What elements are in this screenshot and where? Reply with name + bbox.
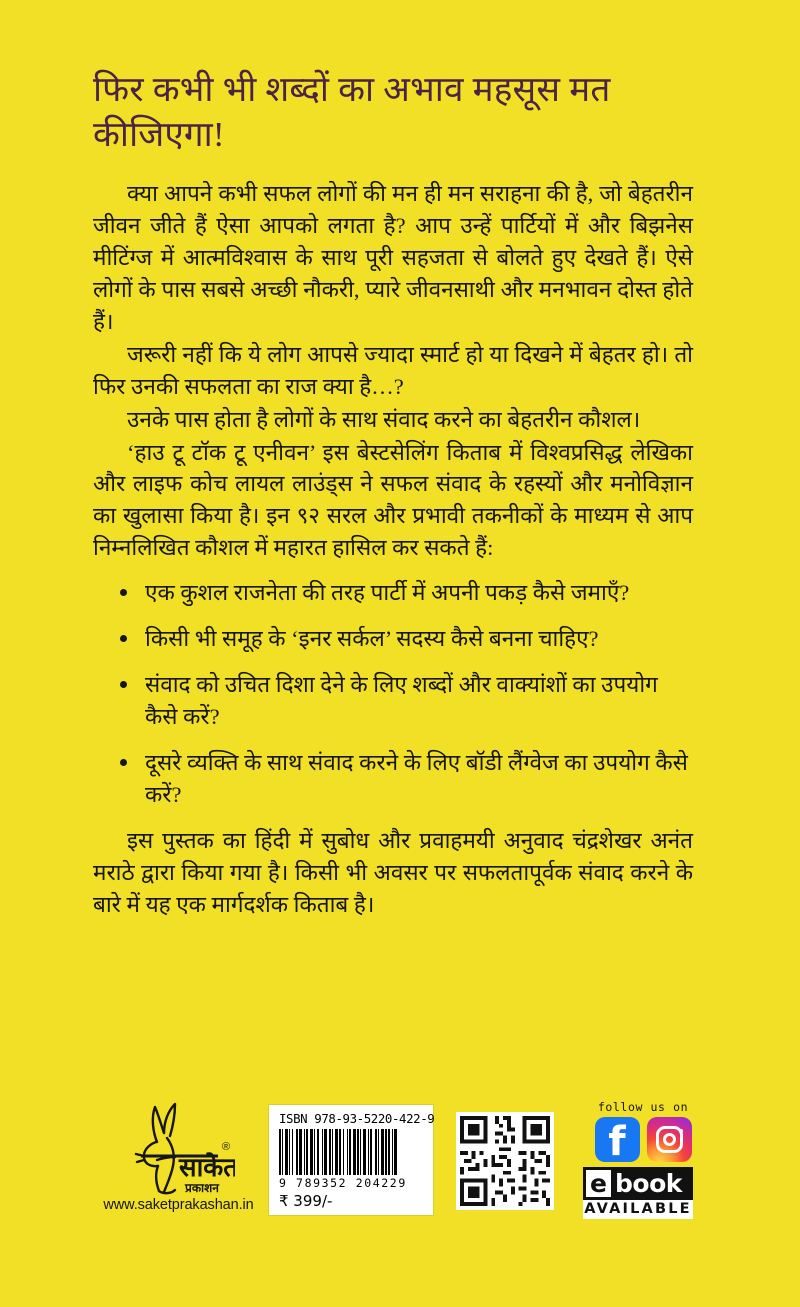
- isbn-barcode-block: [268, 1104, 434, 1216]
- ebook-available-badge: [583, 1167, 693, 1219]
- ebook-available-label: AVAILABLE: [584, 1201, 692, 1217]
- back-cover-body: [93, 178, 693, 922]
- list-item: [93, 577, 693, 609]
- page-headline: फिर कभी भी शब्दों का अभाव महसूस मत कीजिएगा!: [93, 70, 611, 154]
- back-cover-footer: [0, 1090, 800, 1240]
- svg-text:साकेत: साकेत: [178, 1153, 235, 1182]
- body-paragraph: उनके पास होता है लोगों के साथ संवाद करने का बेहतरीन कौशल।: [127, 406, 641, 432]
- body-paragraph: ‘हाउ टू टॉक टू एनीवन’ इस बेस्टसेलिंग किताब में विश्वप्रसिद्ध लेखिका और लाइफ कोच लायल लाउंड्स ने सफल संवाद के रहस्यों और मनोविज्ञान का खुलासा किया है। इन ९२ सरल और प्रभावी तकनीकों के माध्यम से आप निम्नलिखित कौशल में महारत हासिल कर सकते हैं:: [93, 439, 693, 561]
- bullet-icon: [120, 759, 127, 766]
- svg-text:प्रकाशन: प्रकाशन: [184, 1181, 219, 1195]
- instagram-dot: [679, 1129, 683, 1133]
- publisher-block: [86, 1098, 271, 1213]
- publisher-website[interactable]: www.saketprakashan.in: [103, 1197, 254, 1213]
- list-item-label: संवाद को उचित दिशा देने के लिए शब्दों और वाक्यांशों का उपयोग कैसे करें?: [145, 672, 658, 730]
- barcode-image: [279, 1129, 425, 1175]
- body-paragraph: जरूरी नहीं कि ये लोग आपसे ज्यादा स्मार्ट हो या दिखने में बेहतर हो। तो फिर उनकी सफलता का राज क्या है…?: [93, 341, 693, 399]
- list-item-label: एक कुशल राजनेता की तरह पार्टी में अपनी पकड़ कैसे जमाएँ?: [145, 580, 630, 606]
- social-icon-row: [583, 1117, 703, 1162]
- isbn-label: ISBN 978-93-5220-422-9: [279, 1111, 435, 1126]
- bullet-icon: [120, 589, 127, 596]
- list-item: [93, 623, 693, 655]
- list-item-label: किसी भी समूह के ‘इनर सर्कल’ सदस्य कैसे बनना चाहिए?: [145, 626, 599, 652]
- skills-list: [93, 577, 693, 811]
- list-item: [93, 747, 693, 811]
- ebook-badge-top: [583, 1167, 693, 1200]
- ebook-book-word: book: [615, 1169, 682, 1198]
- saket-prakashan-rabbit-logo: [123, 1098, 235, 1196]
- body-paragraph: क्या आपने कभी सफल लोगों की मन ही मन सराहना की है, जो बेहतरीन जीवन जीते हैं ऐसा आपको लगता है? आप उन्हें पार्टियों में और बिझनेस मीटिंग्ज में आत्मविश्वास के साथ पूरी सहजता से बोलते हुए देखते हैं। ऐसे लोगों के पास सबसे अच्छी नौकरी, प्यारे जीवनसाथी और मनभावन दोस्त होते हैं।: [93, 181, 693, 334]
- social-block: [583, 1100, 703, 1219]
- ebook-e-letter: e: [586, 1170, 611, 1197]
- follow-us-label: follow us on: [597, 1100, 689, 1114]
- price-label: ₹ 399/-: [279, 1192, 333, 1210]
- facebook-icon[interactable]: f: [595, 1117, 640, 1162]
- list-item: [93, 669, 693, 733]
- svg-text:®: ®: [221, 1141, 230, 1153]
- qr-code[interactable]: [456, 1112, 554, 1210]
- list-item-label: दूसरे व्यक्ति के साथ संवाद करने के लिए बॉडी लैंग्वेज का उपयोग कैसे करें?: [145, 750, 688, 807]
- translator-paragraph: इस पुस्तक का हिंदी में सुबोध और प्रवाहमयी अनुवाद चंद्रशेखर अनंत मराठे द्वारा किया गया है। किसी भी अवसर पर सफलतापूर्वक संवाद करने के बारे में यह एक मार्गदर्शक किताब है।: [93, 827, 693, 917]
- bullet-icon: [120, 635, 127, 642]
- barcode-digits: 9 789352 204229: [279, 1176, 407, 1190]
- instagram-icon[interactable]: [647, 1117, 692, 1162]
- instagram-lens: [663, 1133, 676, 1146]
- bullet-icon: [120, 681, 127, 688]
